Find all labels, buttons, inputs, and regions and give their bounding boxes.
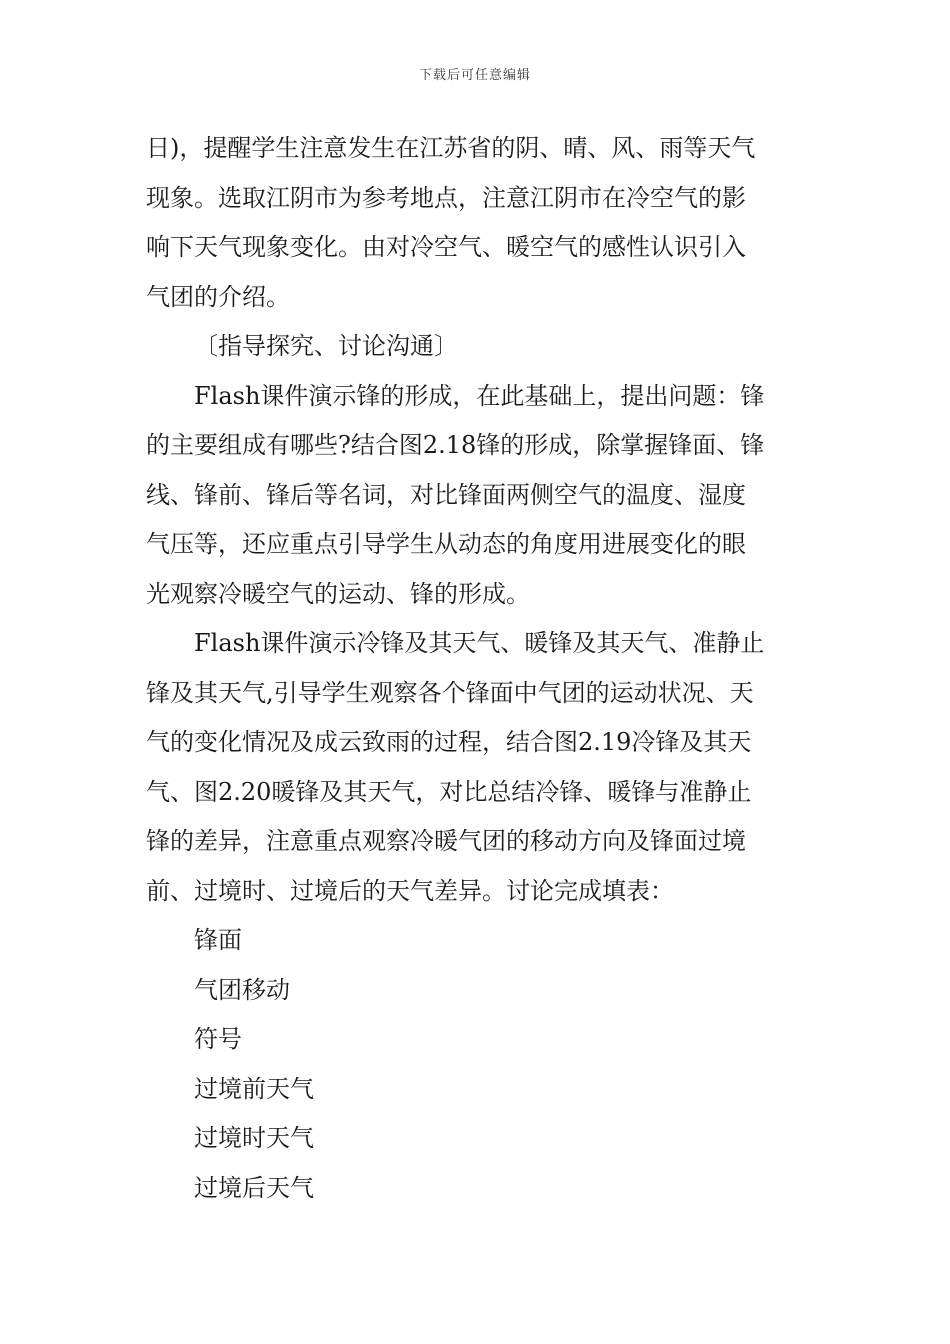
list-item: 过境时天气 (194, 1124, 314, 1152)
list-item: 过境后天气 (194, 1173, 314, 1202)
text-line: 响下天气现象变化。由对冷空气、暖空气的感性认识引入 (146, 233, 746, 261)
text-line: Flash课件演示冷锋及其天气、暖锋及其天气、准静止 (194, 629, 765, 657)
list-item: 锋面 (194, 926, 242, 954)
text-line: 锋及其天气,引导学生观察各个锋面中气团的运动状况、天 (146, 678, 754, 707)
text-line: 光观察冷暖空气的运动、锋的形成。 (146, 579, 530, 608)
text-line: 气、图2.20暖锋及其天气，对比总结冷锋、暖锋与准静止 (146, 777, 752, 806)
text-line: 锋的差异，注意重点观察冷暖气团的移动方向及锋面过境 (146, 827, 746, 855)
paragraph-intro (146, 124, 806, 322)
text-line: Flash课件演示锋的形成，在此基础上，提出问题：锋 (194, 381, 765, 410)
text-line: 气的变化情况及成云致雨的过程，结合图2.19冷锋及其天 (146, 728, 752, 756)
text-line: 前、过境时、过境后的天气差异。讨论完成填表： (146, 876, 674, 905)
list-item: 气团移动 (194, 975, 290, 1004)
text-line: 现象。选取江阴市为参考地点，注意江阴市在冷空气的影 (146, 183, 746, 212)
text-line: 的主要组成有哪些?结合图2.18锋的形成，除掌握锋面、锋 (146, 431, 765, 459)
paragraph-front-types (146, 619, 806, 916)
list-item: 符号 (194, 1025, 242, 1053)
text-line: 线、锋前、锋后等名词，对比锋面两侧空气的温度、湿度 (146, 480, 746, 509)
table-items-list (146, 916, 806, 1213)
text-line: 气团的介绍。 (146, 282, 290, 311)
text-line: 日)，提醒学生注意发生在江苏省的阴、晴、风、雨等天气 (146, 134, 756, 162)
document-body (146, 124, 806, 1213)
page-header: 下载后可任意编辑 (418, 68, 531, 83)
list-item: 过境前天气 (194, 1074, 314, 1103)
paragraph-front-formation (146, 372, 806, 620)
text-line: 气压等，还应重点引导学生从动态的角度用进展变化的眼 (146, 530, 746, 558)
section-heading: 〔指导探究、讨论沟通〕 (194, 332, 458, 360)
